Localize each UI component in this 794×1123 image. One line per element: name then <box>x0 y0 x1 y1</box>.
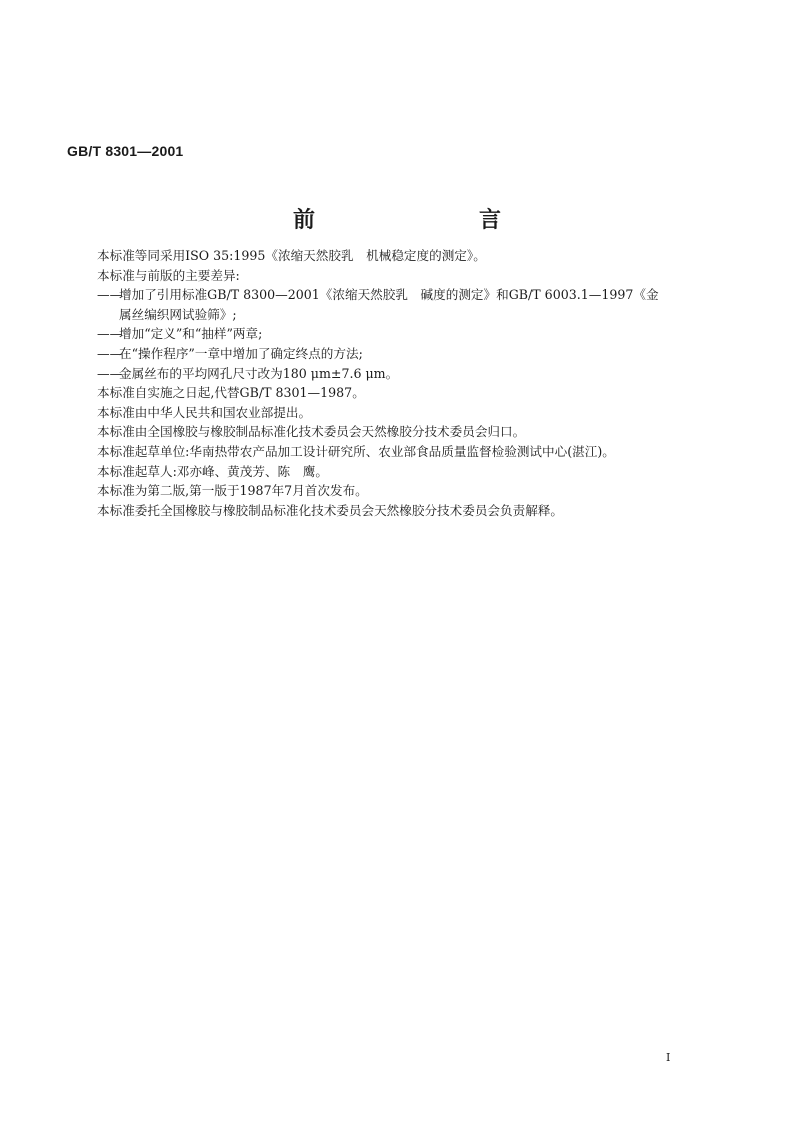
list-item-continuation: 属丝编织网试验筛》; <box>119 306 237 322</box>
paragraph-adoption: 本标准等同采用ISO 35:1995《浓缩天然胶乳 机械稳定度的测定》。 <box>97 248 486 263</box>
list-item-text: 在“操作程序”一章中增加了确定终点的方法; <box>119 345 363 361</box>
paragraph-proposer: 本标准由中华人民共和国农业部提出。 <box>97 404 312 420</box>
dash-mark: —— <box>97 365 123 381</box>
paragraph-interpretation: 本标准委托全国橡胶与橡胶制品标准化技术委员会天然橡胶分技术委员会负责解释。 <box>97 502 563 518</box>
list-item <box>97 364 707 384</box>
foreword-body <box>97 246 707 520</box>
list-item-text: 金属丝布的平均网孔尺寸改为180 μm±7.6 μm。 <box>119 365 399 381</box>
list-item-text: 增加了引用标准GB/T 8300—2001《浓缩天然胶乳 碱度的测定》和GB/T 6003.1—1997《金 <box>119 287 659 303</box>
dash-mark: —— <box>97 326 123 342</box>
paragraph-responsible-committee: 本标准由全国橡胶与橡胶制品标准化技术委员会天然橡胶分技术委员会归口。 <box>97 424 526 440</box>
page-title: 前 言 <box>292 207 541 233</box>
paragraph-replacement: 本标准自实施之日起,代替GB/T 8301—1987。 <box>97 385 365 401</box>
list-item <box>97 285 707 305</box>
paragraph-drafters: 本标准起草人:邓亦峰、黄茂芳、陈 鹰。 <box>97 463 328 479</box>
paragraph-edition: 本标准为第二版,第一版于1987年7月首次发布。 <box>97 483 368 499</box>
list-item <box>97 344 707 364</box>
page-number: I <box>666 1051 671 1064</box>
standard-code: GB/T 8301—2001 <box>67 143 184 159</box>
dash-mark: —— <box>97 287 123 303</box>
paragraph-drafting-units: 本标准起草单位:华南热带农产品加工设计研究所、农业部食品质量监督检验测试中心(湛江)。 <box>97 443 615 459</box>
list-item <box>97 324 707 344</box>
list-item-text: 增加“定义”和“抽样”两章; <box>119 326 263 342</box>
dash-mark: —— <box>97 345 123 361</box>
paragraph-differences-intro: 本标准与前版的主要差异: <box>97 267 240 283</box>
